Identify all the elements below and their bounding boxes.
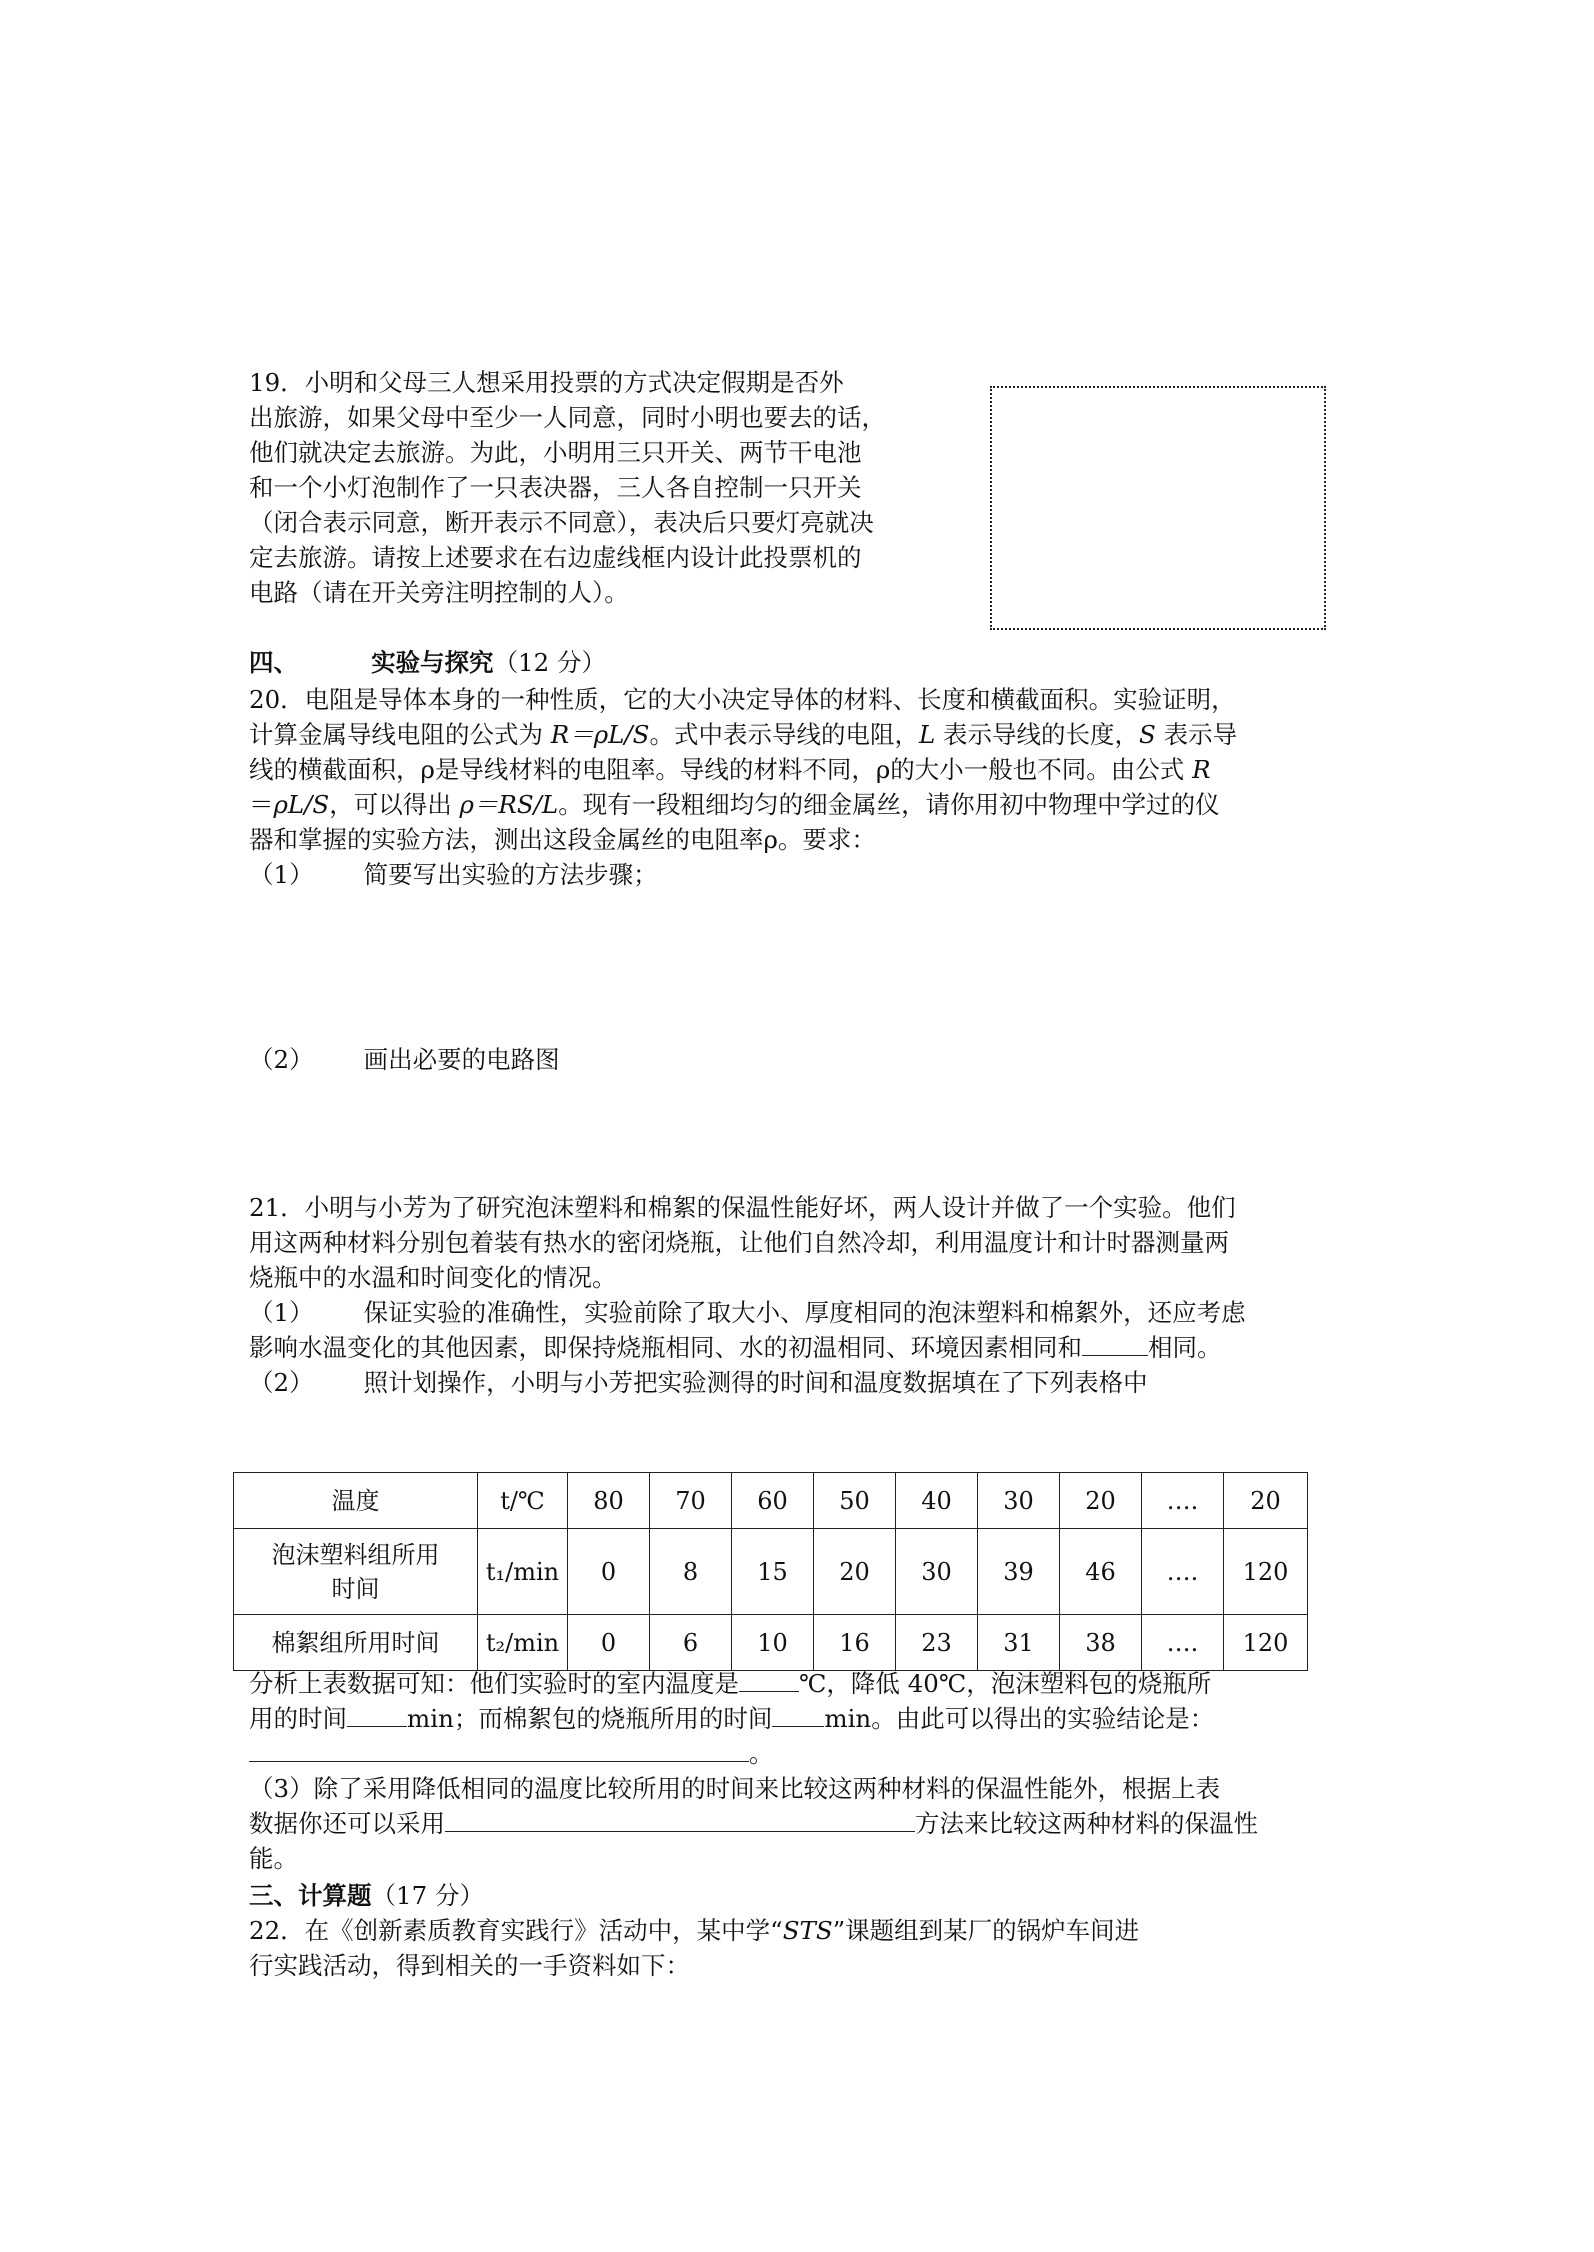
table-row <box>234 1529 1308 1615</box>
part-text: 保证实验的准确性，实验前除了取大小、厚度相同的泡沫塑料和棉絮外，还应考虑 <box>363 1298 1246 1327</box>
table-cell: 38 <box>1060 1615 1142 1671</box>
q20-text: 线的横截面积，ρ是导线材料的电阻率。导线的材料不同，ρ的大小一般也不同。由公式 <box>249 755 1193 784</box>
table-cell: 30 <box>896 1529 978 1615</box>
table-cell: …. <box>1142 1473 1224 1529</box>
table-cell: 6 <box>650 1615 732 1671</box>
analysis-text: 分析上表数据可知：他们实验时的室内温度是 <box>249 1669 739 1698</box>
part-text: 数据你还可以采用 <box>249 1809 445 1838</box>
section-4-number: 四、 <box>249 648 298 677</box>
answer-blank[interactable] <box>739 1669 799 1692</box>
part-text: 相同。 <box>1148 1333 1222 1362</box>
q20-line2 <box>249 717 1359 752</box>
table-cell: 120 <box>1224 1615 1308 1671</box>
part-number: （2） <box>249 1045 314 1074</box>
q21-analysis <box>249 1666 1359 1876</box>
table-cell: 46 <box>1060 1529 1142 1615</box>
row-unit: t/℃ <box>478 1473 568 1529</box>
table-cell: 120 <box>1224 1529 1308 1615</box>
table-cell: 20 <box>814 1529 896 1615</box>
section-3-heading <box>249 1878 1359 1913</box>
analysis-line2 <box>249 1701 1359 1736</box>
table-cell: 16 <box>814 1615 896 1671</box>
answer-blank[interactable] <box>772 1704 824 1727</box>
q20-part-1 <box>249 857 1359 892</box>
table-cell: 50 <box>814 1473 896 1529</box>
q19-line: 他们就决定去旅游。为此，小明用三只开关、两节干电池 <box>249 438 862 467</box>
row-label: 温度 <box>234 1473 478 1529</box>
part-text: 影响水温变化的其他因素，即保持烧瓶相同、水的初温相同、环境因素相同和 <box>249 1333 1082 1362</box>
table-row <box>234 1615 1308 1671</box>
q20-part-2-line <box>249 1042 1359 1077</box>
section-4-heading <box>249 645 1359 680</box>
question-20 <box>249 682 1359 892</box>
question-20-part-2 <box>249 1042 1359 1077</box>
q22-text: ”课题组到某厂的锅炉车间进 <box>832 1916 1140 1945</box>
q22-line2: 行实践活动，得到相关的一手资料如下： <box>249 1951 690 1980</box>
q21-part-3-line1: （3）除了采用降低相同的温度比较所用的时间来比较这两种材料的保温性能外，根据上表 <box>249 1774 1221 1803</box>
part-number: （1） <box>249 1298 314 1327</box>
analysis-text: ℃，降低 40℃，泡沫塑料包的烧瓶所 <box>799 1669 1212 1698</box>
q20-line3 <box>249 752 1359 787</box>
table-cell: …. <box>1142 1529 1224 1615</box>
table-cell: 70 <box>650 1473 732 1529</box>
q22-text: 22．在《创新素质教育实践行》活动中，某中学“ <box>249 1916 783 1945</box>
table-cell: 0 <box>568 1615 650 1671</box>
q21-line: 烧瓶中的水温和时间变化的情况。 <box>249 1263 617 1292</box>
formula-resistivity: ρ＝RS/L <box>459 790 559 819</box>
table-cell: 15 <box>732 1529 814 1615</box>
section-4-title: 实验与探究 <box>371 648 494 677</box>
analysis-text: min；而棉絮包的烧瓶所用的时间 <box>407 1704 773 1733</box>
q21-part-1-cont <box>249 1330 1359 1365</box>
table-cell: 0 <box>568 1529 650 1615</box>
q20-line1: 20．电阻是导体本身的一种性质，它的大小决定导体的材料、长度和横截面积。实验证明， <box>249 685 1236 714</box>
row-label-part: 泡沫塑料组所用 <box>271 1540 440 1569</box>
table-cell: …. <box>1142 1615 1224 1671</box>
answer-blank[interactable] <box>249 1739 749 1762</box>
q20-text: 表示导线的长度， <box>935 720 1140 749</box>
part-number: （2） <box>249 1368 314 1397</box>
q20-text: 表示导 <box>1155 720 1238 749</box>
temperature-time-table <box>233 1472 1308 1671</box>
part-text: 方法来比较这两种材料的保温性 <box>915 1809 1258 1838</box>
circuit-design-box[interactable] <box>990 386 1326 630</box>
var-l: L <box>918 720 936 749</box>
q20-text: 计算金属导线电阻的公式为 <box>249 720 551 749</box>
q21-part-2 <box>249 1365 1359 1400</box>
row-label-part: 时间 <box>331 1574 380 1603</box>
q21-part-3-line3: 能。 <box>249 1844 298 1873</box>
analysis-text: 用的时间 <box>249 1704 347 1733</box>
analysis-line3 <box>249 1736 1359 1771</box>
q19-line: 19．小明和父母三人想采用投票的方式决定假期是否外 <box>249 368 844 397</box>
question-21 <box>249 1190 1359 1400</box>
table-cell: 31 <box>978 1615 1060 1671</box>
q20-text: ，可以得出 <box>329 790 460 819</box>
question-22 <box>249 1913 1359 1983</box>
answer-blank[interactable] <box>445 1809 915 1832</box>
q20-text: 。式中表示导线的电阻， <box>649 720 919 749</box>
row-label: 棉絮组所用时间 <box>234 1615 478 1671</box>
q19-line: 定去旅游。请按上述要求在右边虚线框内设计此投票机的 <box>249 543 862 572</box>
q21-part-3-line2 <box>249 1806 1359 1841</box>
part-number: （1） <box>249 860 314 889</box>
table-cell: 8 <box>650 1529 732 1615</box>
formula-resistance: R＝ρL/S <box>550 720 650 749</box>
q19-line: 出旅游，如果父母中至少一人同意，同时小明也要去的话， <box>249 403 886 432</box>
q21-part-1 <box>249 1295 1359 1330</box>
table-cell: 80 <box>568 1473 650 1529</box>
part-text: 简要写出实验的方法步骤； <box>363 860 658 889</box>
q19-line: （闭合表示同意，断开表示不同意），表决后只要灯亮就决 <box>249 508 874 537</box>
sts-label: STS <box>782 1916 833 1945</box>
q20-line4 <box>249 787 1359 822</box>
section-3-title: 三、计算题 <box>249 1881 372 1910</box>
analysis-line1 <box>249 1666 1359 1701</box>
row-label <box>234 1529 478 1615</box>
formula-resistance-2: ρL/S <box>273 790 330 819</box>
q20-line5: 器和掌握的实验方法，测出这段金属丝的电阻率ρ。要求： <box>249 825 876 854</box>
q21-line: 21．小明与小芳为了研究泡沫塑料和棉絮的保温性能好坏，两人设计并做了一个实验。他们 <box>249 1193 1236 1222</box>
answer-blank[interactable] <box>347 1704 407 1727</box>
q20-text: ＝ <box>249 790 274 819</box>
var-r: R <box>1192 755 1211 784</box>
analysis-text: 。 <box>749 1739 774 1768</box>
table-row <box>234 1473 1308 1529</box>
q19-line: 电路（请在开关旁注明控制的人）。 <box>249 578 629 607</box>
table-cell: 60 <box>732 1473 814 1529</box>
table-cell: 30 <box>978 1473 1060 1529</box>
table-cell: 20 <box>1060 1473 1142 1529</box>
part-text: 照计划操作，小明与小芳把实验测得的时间和温度数据填在了下列表格中 <box>363 1368 1148 1397</box>
table-cell: 40 <box>896 1473 978 1529</box>
section-4-points: （12 分） <box>493 648 607 677</box>
row-unit: t₂/min <box>478 1615 568 1671</box>
q19-line: 和一个小灯泡制作了一只表决器，三人各自控制一只开关 <box>249 473 862 502</box>
row-unit: t₁/min <box>478 1529 568 1615</box>
table-cell: 23 <box>896 1615 978 1671</box>
table-cell: 10 <box>732 1615 814 1671</box>
section-3-points: （17 分） <box>371 1881 484 1910</box>
part-text: 画出必要的电路图 <box>363 1045 560 1074</box>
var-s: S <box>1139 720 1156 749</box>
table-cell: 20 <box>1224 1473 1308 1529</box>
q21-line: 用这两种材料分别包着装有热水的密闭烧瓶，让他们自然冷却，利用温度计和计时器测量两 <box>249 1228 1229 1257</box>
table-cell: 39 <box>978 1529 1060 1615</box>
answer-blank[interactable] <box>1082 1333 1148 1356</box>
analysis-text: min。由此可以得出的实验结论是： <box>824 1704 1215 1733</box>
q22-line1 <box>249 1913 1359 1948</box>
q20-text: 。现有一段粗细均匀的细金属丝，请你用初中物理中学过的仪 <box>558 790 1220 819</box>
